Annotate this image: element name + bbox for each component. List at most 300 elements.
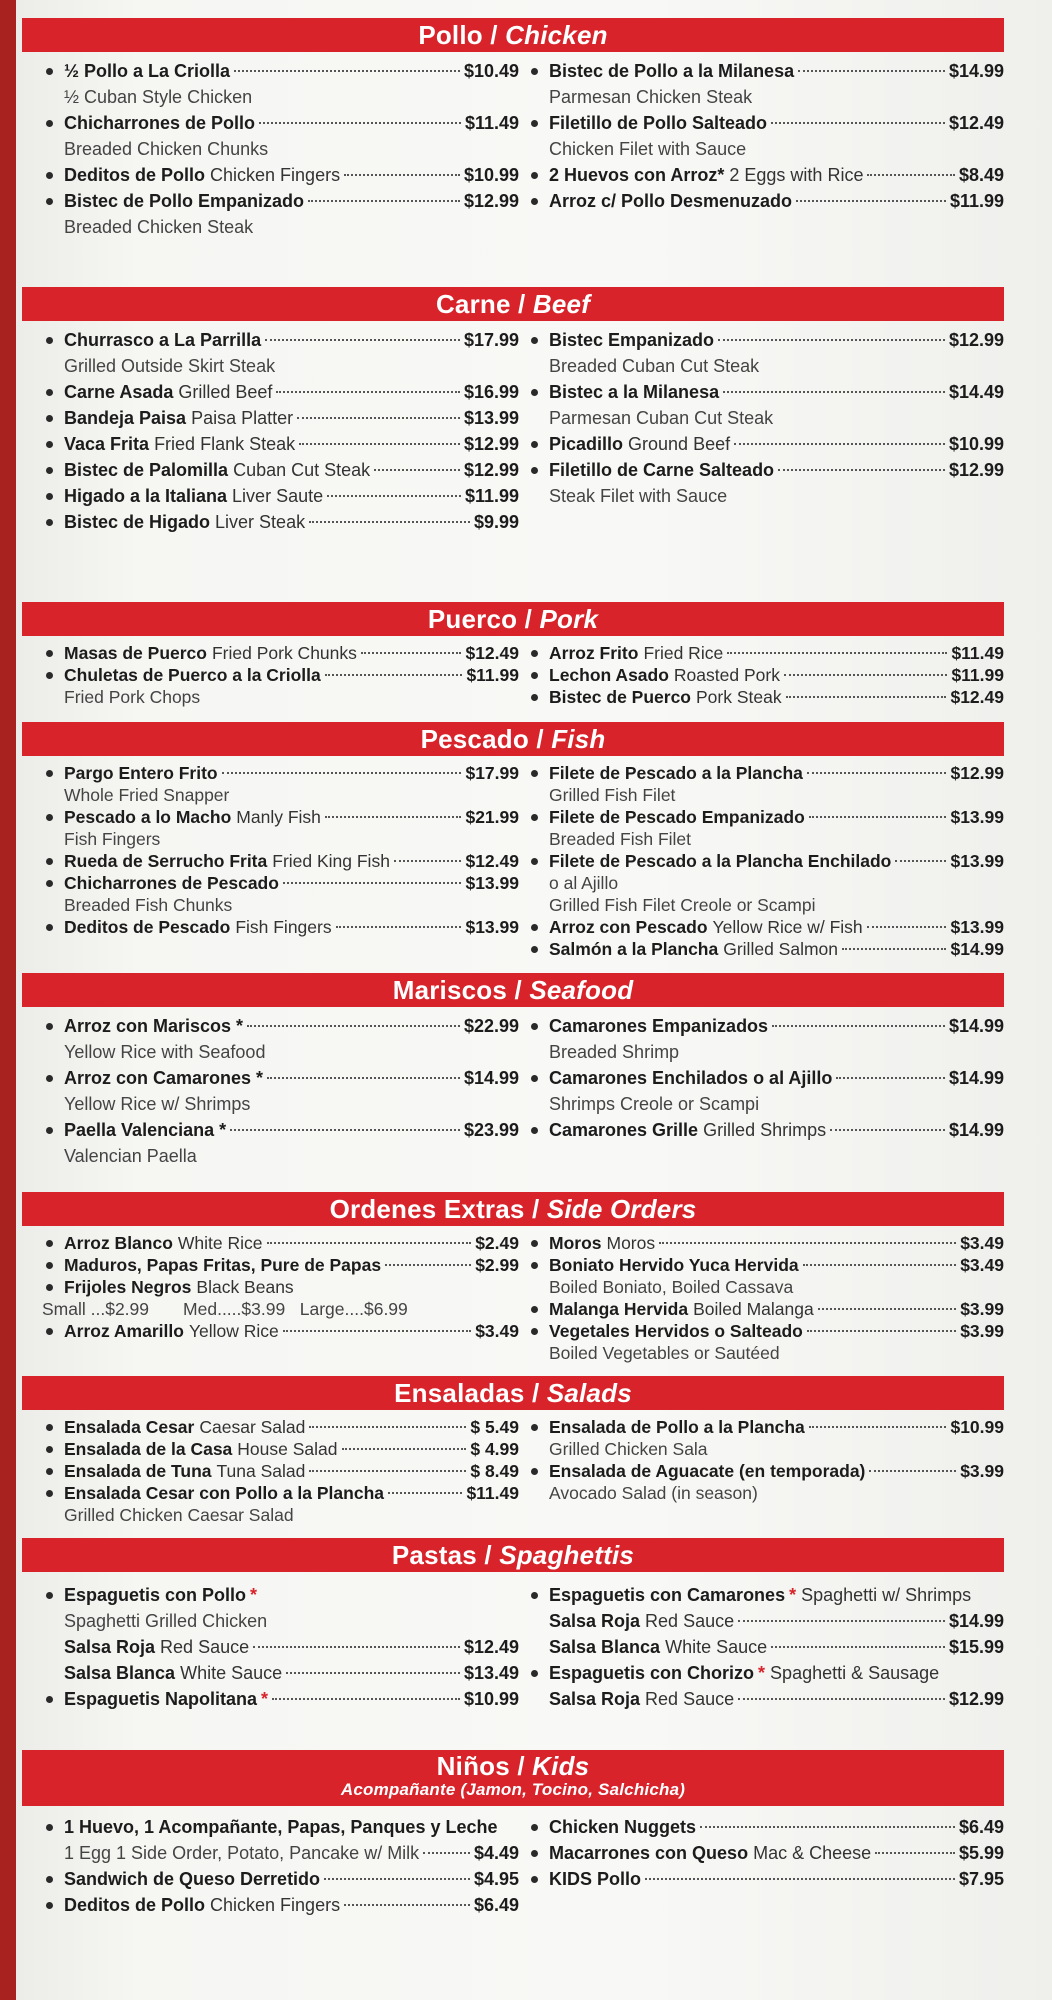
item-price: $6.49 — [958, 1817, 1004, 1837]
section-side-orders — [22, 1192, 1004, 1364]
star-mark: * — [250, 1585, 258, 1605]
menu-column-right — [527, 1416, 1004, 1526]
item-price: $3.49 — [960, 1233, 1004, 1253]
item-name: Camarones Grille — [549, 1120, 699, 1140]
section-beef — [22, 287, 1004, 535]
menu-item — [42, 1013, 519, 1039]
item-name: Pargo Entero Frito — [64, 763, 218, 783]
leader-dots — [734, 443, 945, 445]
banner-title-en: Beef — [532, 289, 591, 319]
leader-dots — [778, 469, 945, 471]
item-name: Bistec de Pollo a la Milanesa — [549, 61, 795, 81]
item-english: Spaghetti w/ Shrimps — [801, 1585, 972, 1605]
item-name: Rueda de Serrucho Frita — [64, 851, 268, 871]
item-english: Paisa Platter — [191, 408, 294, 428]
item-name: Espaguetis Napolitana — [64, 1689, 258, 1709]
menu-item — [42, 1320, 519, 1342]
item-desc: Grilled Fish Filet Creole or Scampi — [549, 895, 816, 915]
leader-dots — [727, 652, 947, 654]
menu-item — [527, 58, 1004, 84]
menu-item — [527, 1065, 1004, 1091]
item-desc: Valencian Paella — [64, 1146, 197, 1166]
menu-item — [527, 1298, 1004, 1320]
menu-item — [42, 1866, 519, 1892]
item-english: Red Sauce — [645, 1611, 735, 1631]
item-name: 2 Huevos con Arroz* — [549, 165, 725, 185]
section-banner — [22, 287, 1004, 321]
item-price: $11.99 — [949, 191, 1004, 211]
item-name: Bistec de Palomilla — [64, 460, 229, 480]
item-price: $14.99 — [948, 1120, 1004, 1140]
item-name: Chicharrones de Pescado — [64, 873, 279, 893]
section-pastas — [22, 1538, 1004, 1712]
leader-dots — [283, 882, 462, 884]
leader-dots — [869, 1470, 956, 1472]
item-price: $9.99 — [473, 512, 519, 532]
leader-dots — [830, 1129, 945, 1131]
item-desc: Steak Filet with Sauce — [549, 486, 728, 506]
item-desc: Fried Pork Chops — [64, 687, 201, 707]
menu-item — [527, 1320, 1004, 1342]
banner-title-es: Pescado / — [420, 724, 552, 754]
menu-item — [42, 162, 519, 188]
leader-dots — [267, 1077, 460, 1079]
kids-list — [42, 1814, 519, 1840]
menu-item — [527, 1117, 1004, 1143]
item-name: Filetillo de Carne Salteado — [549, 460, 775, 480]
item-name: Ensalada de la Casa — [64, 1439, 233, 1459]
menu-item — [527, 1660, 1004, 1686]
leader-dots — [784, 674, 947, 676]
menu-item — [42, 58, 519, 84]
leader-dots — [344, 174, 460, 176]
menu-item — [527, 642, 1004, 664]
item-name: Sandwich de Queso Derretido — [64, 1869, 321, 1889]
menu-item — [527, 664, 1004, 686]
menu-item — [42, 762, 519, 784]
item-name: Arroz con Mariscos * — [64, 1016, 244, 1036]
item-name: Churrasco a La Parrilla — [64, 330, 262, 350]
sauce-list — [527, 1608, 1004, 1660]
item-name: Salmón a la Plancha — [549, 939, 719, 959]
section-banner — [22, 973, 1004, 1007]
leader-dots — [272, 1698, 460, 1700]
item-desc: Boiled Vegetables or Sautéed — [549, 1343, 780, 1363]
item-english: Fish Fingers — [235, 917, 332, 937]
banner-title-en: Salads — [546, 1378, 632, 1408]
leader-dots — [786, 696, 947, 698]
menu-item — [42, 1660, 519, 1686]
section-seafood — [22, 973, 1004, 1169]
item-name: Bistec de Pollo Empanizado — [64, 191, 305, 211]
item-english: 2 Eggs with Rice — [729, 165, 864, 185]
item-name: Camarones Enchilados o al Ajillo — [549, 1068, 833, 1088]
item-name: Deditos de Pollo — [64, 165, 206, 185]
item-name: KIDS Pollo — [549, 1869, 642, 1889]
menu-item — [527, 1416, 1004, 1438]
banner-subtitle: Acompañante (Jamon, Tocino, Salchicha) — [340, 1780, 686, 1799]
item-price: $10.99 — [463, 165, 519, 185]
item-desc: Parmesan Chicken Steak — [549, 87, 753, 107]
menu-item — [42, 1482, 519, 1504]
leader-dots — [259, 122, 461, 124]
leader-dots — [895, 860, 946, 862]
sauce-list — [527, 1686, 1004, 1712]
item-english: Liver Steak — [215, 512, 306, 532]
section-kids — [22, 1750, 1004, 1918]
menu-item — [527, 431, 1004, 457]
item-name: Espaguetis con Chorizo — [549, 1663, 755, 1683]
item-desc: 1 Egg 1 Side Order, Potato, Pancake w/ Milk — [64, 1843, 420, 1863]
leader-dots — [222, 772, 462, 774]
menu-item — [42, 431, 519, 457]
leader-dots — [718, 339, 945, 341]
item-english: Pork Steak — [696, 687, 782, 707]
item-desc: Breaded Shrimp — [549, 1042, 680, 1062]
section-banner — [22, 1192, 1004, 1226]
item-name: Frijoles Negros — [64, 1277, 192, 1297]
item-name: Camarones Empanizados — [549, 1016, 769, 1036]
item-english: Cuban Cut Steak — [233, 460, 371, 480]
item-price: $14.99 — [948, 61, 1004, 81]
item-name: Arroz Frito — [549, 643, 639, 663]
item-desc: Yellow Rice with Seafood — [64, 1042, 266, 1062]
item-price: $3.49 — [960, 1255, 1004, 1275]
menu-item — [527, 806, 1004, 828]
leader-dots — [309, 1470, 466, 1472]
menu-column-left — [42, 1416, 519, 1526]
leader-dots — [324, 1878, 470, 1880]
item-name: Vaca Frita — [64, 434, 150, 454]
item-name: Arroz con Camarones * — [64, 1068, 264, 1088]
leader-dots — [798, 70, 945, 72]
leader-dots — [738, 1698, 945, 1700]
leader-dots — [308, 200, 460, 202]
item-price: $14.99 — [948, 1611, 1004, 1631]
item-name: Ensalada Cesar — [64, 1417, 195, 1437]
menu-column-right — [527, 1582, 1004, 1712]
banner-title-en: Chicken — [505, 20, 608, 50]
item-english: Red Sauce — [645, 1689, 735, 1709]
item-price: $15.99 — [948, 1637, 1004, 1657]
menu-column-right — [527, 1013, 1004, 1169]
leader-dots — [309, 1426, 466, 1428]
item-price: $12.99 — [948, 1689, 1004, 1709]
item-english: Fried King Fish — [272, 851, 390, 871]
item-english: Fried Pork Chunks — [211, 643, 357, 663]
leader-dots — [836, 1077, 945, 1079]
banner-title-en: Kids — [532, 1751, 590, 1781]
leader-dots — [842, 948, 946, 950]
item-price: $ 8.49 — [470, 1461, 519, 1481]
item-name: Macarrones con Queso — [549, 1843, 749, 1863]
item-name: Arroz con Pescado — [549, 917, 708, 937]
item-desc: Chicken Filet with Sauce — [549, 139, 747, 159]
item-name: Espaguetis con Pollo — [64, 1585, 247, 1605]
item-price: $13.99 — [465, 873, 519, 893]
menu-item — [42, 188, 519, 214]
banner-title-es: Niños / — [436, 1751, 533, 1781]
item-name: Malanga Hervida — [549, 1299, 689, 1319]
menu-column-right — [527, 1232, 1004, 1364]
item-price: $12.49 — [950, 687, 1004, 707]
item-desc: Whole Fried Snapper — [64, 785, 230, 805]
item-name: Paella Valenciana * — [64, 1120, 227, 1140]
menu-item — [527, 457, 1004, 483]
item-name: Picadillo — [549, 434, 624, 454]
leader-dots — [336, 926, 462, 928]
item-desc: Grilled Chicken Sala — [549, 1439, 708, 1459]
leader-dots — [818, 1308, 956, 1310]
item-price: $13.49 — [463, 1663, 519, 1683]
menu-item — [527, 686, 1004, 708]
section-fish — [22, 722, 1004, 960]
item-name: Espaguetis con Camarones — [549, 1585, 786, 1605]
section-banner — [22, 722, 1004, 756]
menu-column-left — [42, 642, 519, 708]
item-price: $2.49 — [475, 1233, 519, 1253]
item-name: Higado a la Italiana — [64, 486, 228, 506]
menu-item — [527, 188, 1004, 214]
leader-dots — [645, 1878, 955, 1880]
menu-item — [42, 806, 519, 828]
item-english: Ground Beef — [628, 434, 731, 454]
menu-item — [527, 850, 1004, 872]
item-price: $3.99 — [960, 1299, 1004, 1319]
menu-item — [527, 327, 1004, 353]
item-english: House Salad — [237, 1439, 338, 1459]
item-name: Deditos de Pescado — [64, 917, 231, 937]
menu-item — [527, 162, 1004, 188]
item-english: Yellow Rice — [188, 1321, 279, 1341]
item-desc: Shrimps Creole or Scampi — [549, 1094, 760, 1114]
item-price: $10.49 — [463, 61, 519, 81]
menu-item — [42, 850, 519, 872]
item-price: $23.99 — [463, 1120, 519, 1140]
menu-item — [527, 1254, 1004, 1276]
menu-item — [42, 457, 519, 483]
item-price: $10.99 — [950, 1417, 1004, 1437]
menu-item — [42, 872, 519, 894]
item-desc: ½ Cuban Style Chicken — [64, 87, 253, 107]
leader-dots — [230, 1129, 460, 1131]
item-english: Caesar Salad — [199, 1417, 306, 1437]
leader-dots — [771, 1646, 945, 1648]
item-desc: o al Ajillo — [549, 873, 619, 893]
leader-dots — [253, 1646, 460, 1648]
item-price: $17.99 — [463, 330, 519, 350]
side-list — [42, 1232, 519, 1298]
leader-dots — [772, 1025, 945, 1027]
item-name: Chuletas de Puerco a la Criolla — [64, 665, 321, 685]
menu-column-left — [42, 762, 519, 960]
item-price: $12.99 — [463, 191, 519, 211]
leader-dots — [807, 1330, 956, 1332]
menu-column-right — [527, 58, 1004, 240]
item-name: Filetillo de Pollo Salteado — [549, 113, 768, 133]
item-price: $11.49 — [464, 113, 519, 133]
banner-title-es: Pollo / — [418, 20, 506, 50]
item-name: Salsa Roja — [549, 1611, 641, 1631]
menu-column-left — [42, 1013, 519, 1169]
item-price: $16.99 — [463, 382, 519, 402]
item-english: Mac & Cheese — [753, 1843, 872, 1863]
menu-item — [527, 110, 1004, 136]
menu-item — [42, 1232, 519, 1254]
item-price: $3.49 — [475, 1321, 519, 1341]
banner-title-en: Seafood — [529, 975, 634, 1005]
item-price: $2.99 — [475, 1255, 519, 1275]
leader-dots — [325, 816, 462, 818]
banner-title-es: Carne / — [435, 289, 533, 319]
menu-item — [527, 938, 1004, 960]
item-price: $4.95 — [473, 1869, 519, 1889]
item-english: Tuna Salad — [216, 1461, 306, 1481]
banner-title-en: Spaghettis — [499, 1540, 635, 1570]
menu-item — [42, 1686, 519, 1712]
item-name: Ensalada de Tuna — [64, 1461, 212, 1481]
item-name: Ensalada de Pollo a la Plancha — [549, 1417, 805, 1437]
menu-item — [42, 1416, 519, 1438]
menu-item — [42, 664, 519, 686]
menu-item — [42, 1814, 519, 1840]
item-name: 1 Huevo, 1 Acompañante, Papas, Panques y Leche — [64, 1817, 498, 1837]
menu-column-right — [527, 762, 1004, 960]
item-price: $6.49 — [473, 1895, 519, 1915]
leader-dots — [247, 1025, 460, 1027]
item-desc: Spaghetti Grilled Chicken — [64, 1611, 268, 1631]
item-english: Grilled Salmon — [723, 939, 839, 959]
item-name: Bistec de Higado — [64, 512, 211, 532]
sauce-list — [42, 1634, 519, 1686]
leader-dots — [325, 674, 463, 676]
menu-column-left — [42, 1582, 519, 1712]
star-mark: * — [261, 1689, 269, 1709]
menu-column-right — [527, 642, 1004, 708]
item-name: Pescado a lo Macho — [64, 807, 232, 827]
item-desc: Breaded Fish Filet — [549, 829, 692, 849]
leader-dots — [803, 1264, 957, 1266]
item-name: Arroz Blanco — [64, 1233, 173, 1253]
item-name: Filete de Pescado a la Plancha Enchilado — [549, 851, 892, 871]
item-price: $13.99 — [950, 851, 1004, 871]
section-chicken — [22, 18, 1004, 240]
menu-column-right — [527, 327, 1004, 535]
leader-dots — [342, 1448, 467, 1450]
menu-item — [42, 509, 519, 535]
item-price: $7.95 — [958, 1869, 1004, 1889]
item-english: White Sauce — [180, 1663, 283, 1683]
item-english: Manly Fish — [236, 807, 321, 827]
menu-item — [42, 1460, 519, 1482]
item-name: Filete de Pescado Empanizado — [549, 807, 805, 827]
menu-item — [527, 1866, 1004, 1892]
menu-item — [527, 379, 1004, 405]
item-price: $3.99 — [960, 1321, 1004, 1341]
menu-item-desc — [42, 1840, 519, 1866]
banner-title-en: Pork — [539, 604, 599, 634]
item-name: Arroz Amarillo — [64, 1321, 184, 1341]
item-price: $12.99 — [948, 330, 1004, 350]
item-price: $5.99 — [958, 1843, 1004, 1863]
item-name: Deditos de Pollo — [64, 1895, 206, 1915]
menu-item — [42, 642, 519, 664]
leader-dots — [297, 417, 460, 419]
item-name: Salsa Roja — [549, 1689, 641, 1709]
item-english: White Rice — [177, 1233, 263, 1253]
menu-item — [42, 1892, 519, 1918]
menu-item — [42, 110, 519, 136]
leader-dots — [875, 1852, 955, 1854]
item-name: Carne Asada — [64, 382, 174, 402]
item-price: $14.99 — [948, 1016, 1004, 1036]
item-english: Liver Saute — [232, 486, 324, 506]
item-desc: Breaded Cuban Cut Steak — [549, 356, 760, 376]
item-english: Grilled Beef — [178, 382, 273, 402]
section-banner — [22, 1538, 1004, 1572]
item-desc: Fish Fingers — [64, 829, 161, 849]
section-banner — [22, 602, 1004, 636]
section-banner — [22, 1750, 1004, 1806]
banner-title-en: Fish — [551, 724, 606, 754]
menu-column-left — [42, 327, 519, 535]
menu-item — [42, 405, 519, 431]
item-english: Boiled Malanga — [693, 1299, 814, 1319]
menu-item — [42, 1634, 519, 1660]
leader-dots — [867, 926, 947, 928]
leader-dots — [385, 1264, 471, 1266]
item-name: Vegetales Hervidos o Salteado — [549, 1321, 803, 1341]
item-price: $14.99 — [463, 1068, 519, 1088]
item-name: Bistec Empanizado — [549, 330, 715, 350]
item-price: $11.99 — [466, 665, 519, 685]
item-name: Masas de Puerco — [64, 643, 207, 663]
menu-item — [42, 1117, 519, 1143]
item-price: $11.99 — [951, 665, 1004, 685]
item-price: $11.49 — [466, 1483, 519, 1503]
item-price: $11.99 — [464, 486, 519, 506]
leader-dots — [234, 70, 460, 72]
item-price: $13.99 — [463, 408, 519, 428]
leader-dots — [344, 1904, 470, 1906]
item-english: Black Beans — [196, 1277, 294, 1297]
item-english: Spaghetti & Sausage — [770, 1663, 940, 1683]
item-name: Moros — [549, 1233, 602, 1253]
menu-item — [42, 483, 519, 509]
banner-title-es: Mariscos / — [392, 975, 530, 1005]
menu-item — [527, 1814, 1004, 1840]
leader-dots — [867, 174, 955, 176]
banner-title-es: Ensaladas / — [394, 1378, 547, 1408]
banner-title-en: Side Orders — [546, 1194, 697, 1224]
leader-dots — [388, 1492, 462, 1494]
item-desc: Avocado Salad (in season) — [549, 1483, 758, 1503]
item-price: $10.99 — [948, 434, 1004, 454]
item-desc: Grilled Fish Filet — [549, 785, 676, 805]
item-name: Lechon Asado — [549, 665, 669, 685]
leader-dots — [738, 1620, 945, 1622]
menu-item — [527, 1686, 1004, 1712]
item-name: Filete de Pescado a la Plancha — [549, 763, 803, 783]
item-english: White Sauce — [665, 1637, 768, 1657]
item-name: Bistec a la Milanesa — [549, 382, 720, 402]
star-mark: * — [758, 1663, 766, 1683]
item-name: Salsa Blanca — [64, 1663, 176, 1683]
item-price: $13.99 — [950, 807, 1004, 827]
leader-dots — [807, 772, 947, 774]
menu-item — [42, 1276, 519, 1298]
kids-list-after — [42, 1866, 519, 1918]
